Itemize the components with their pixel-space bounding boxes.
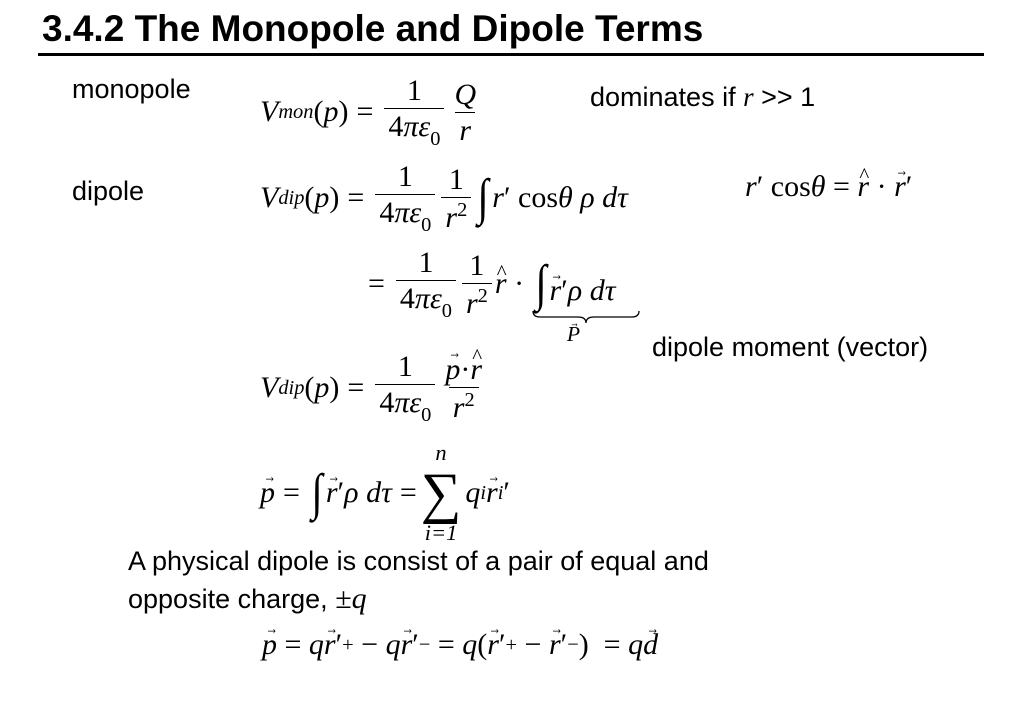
slide-title: 3.4.2 The Monopole and Dipole Terms [42,8,704,49]
underbrace-icon [532,310,640,324]
dipole-equation-1: V dip ( p ) = $\frac{1}{4\pi\varepsilon_0}$ $\frac{1}{r^2}$ ∫ r ′ cos θ ρ dτ [260,160,628,237]
cos-identity: r ′ cos θ = ^ r · → r ′ [745,170,912,204]
dipole-label: dipole [72,176,145,206]
physical-text-line-2: opposite charge, ±q [128,582,367,615]
physical-dipole-text [128,542,709,618]
dominates-note: dominates if r >> 1 [590,82,816,112]
dipole-equation-2: = $\frac{1}{4\pi\varepsilon_0}$ $\frac{1}{r^2}$ ^ r · ∫→ r′ρ dτ → P [368,246,615,323]
physical-text-line-1: A physical dipole is consist of a pair of equal and [128,546,709,576]
title-underline [38,53,984,56]
dipole-moment-underbrace: ∫→ r′ρ dτ → P [532,259,616,310]
physical-dipole-equation: → p = q → r ′ + − q → r ′ − = q ( → r ′ + − → r ′ − ) = q → d [262,628,658,662]
dipole-moment-label: dipole moment (vector) [652,332,929,362]
monopole-equation: V mon ( p ) = $\frac{1}{4\pi\varepsilon_0}$ $\frac{Q}{r}$ [260,74,477,151]
monopole-label: monopole [72,74,191,104]
dipole-moment-definition: → p = ∫ → r ′ ρ dτ = n ∑ i=1 q i → r i ′ [260,442,510,544]
dipole-equation-3: V dip ( p ) = $\frac{1}{4\pi\varepsilon_0}$ → $\frac{p\cdot\^{} r}{r^2}$ [260,350,489,427]
